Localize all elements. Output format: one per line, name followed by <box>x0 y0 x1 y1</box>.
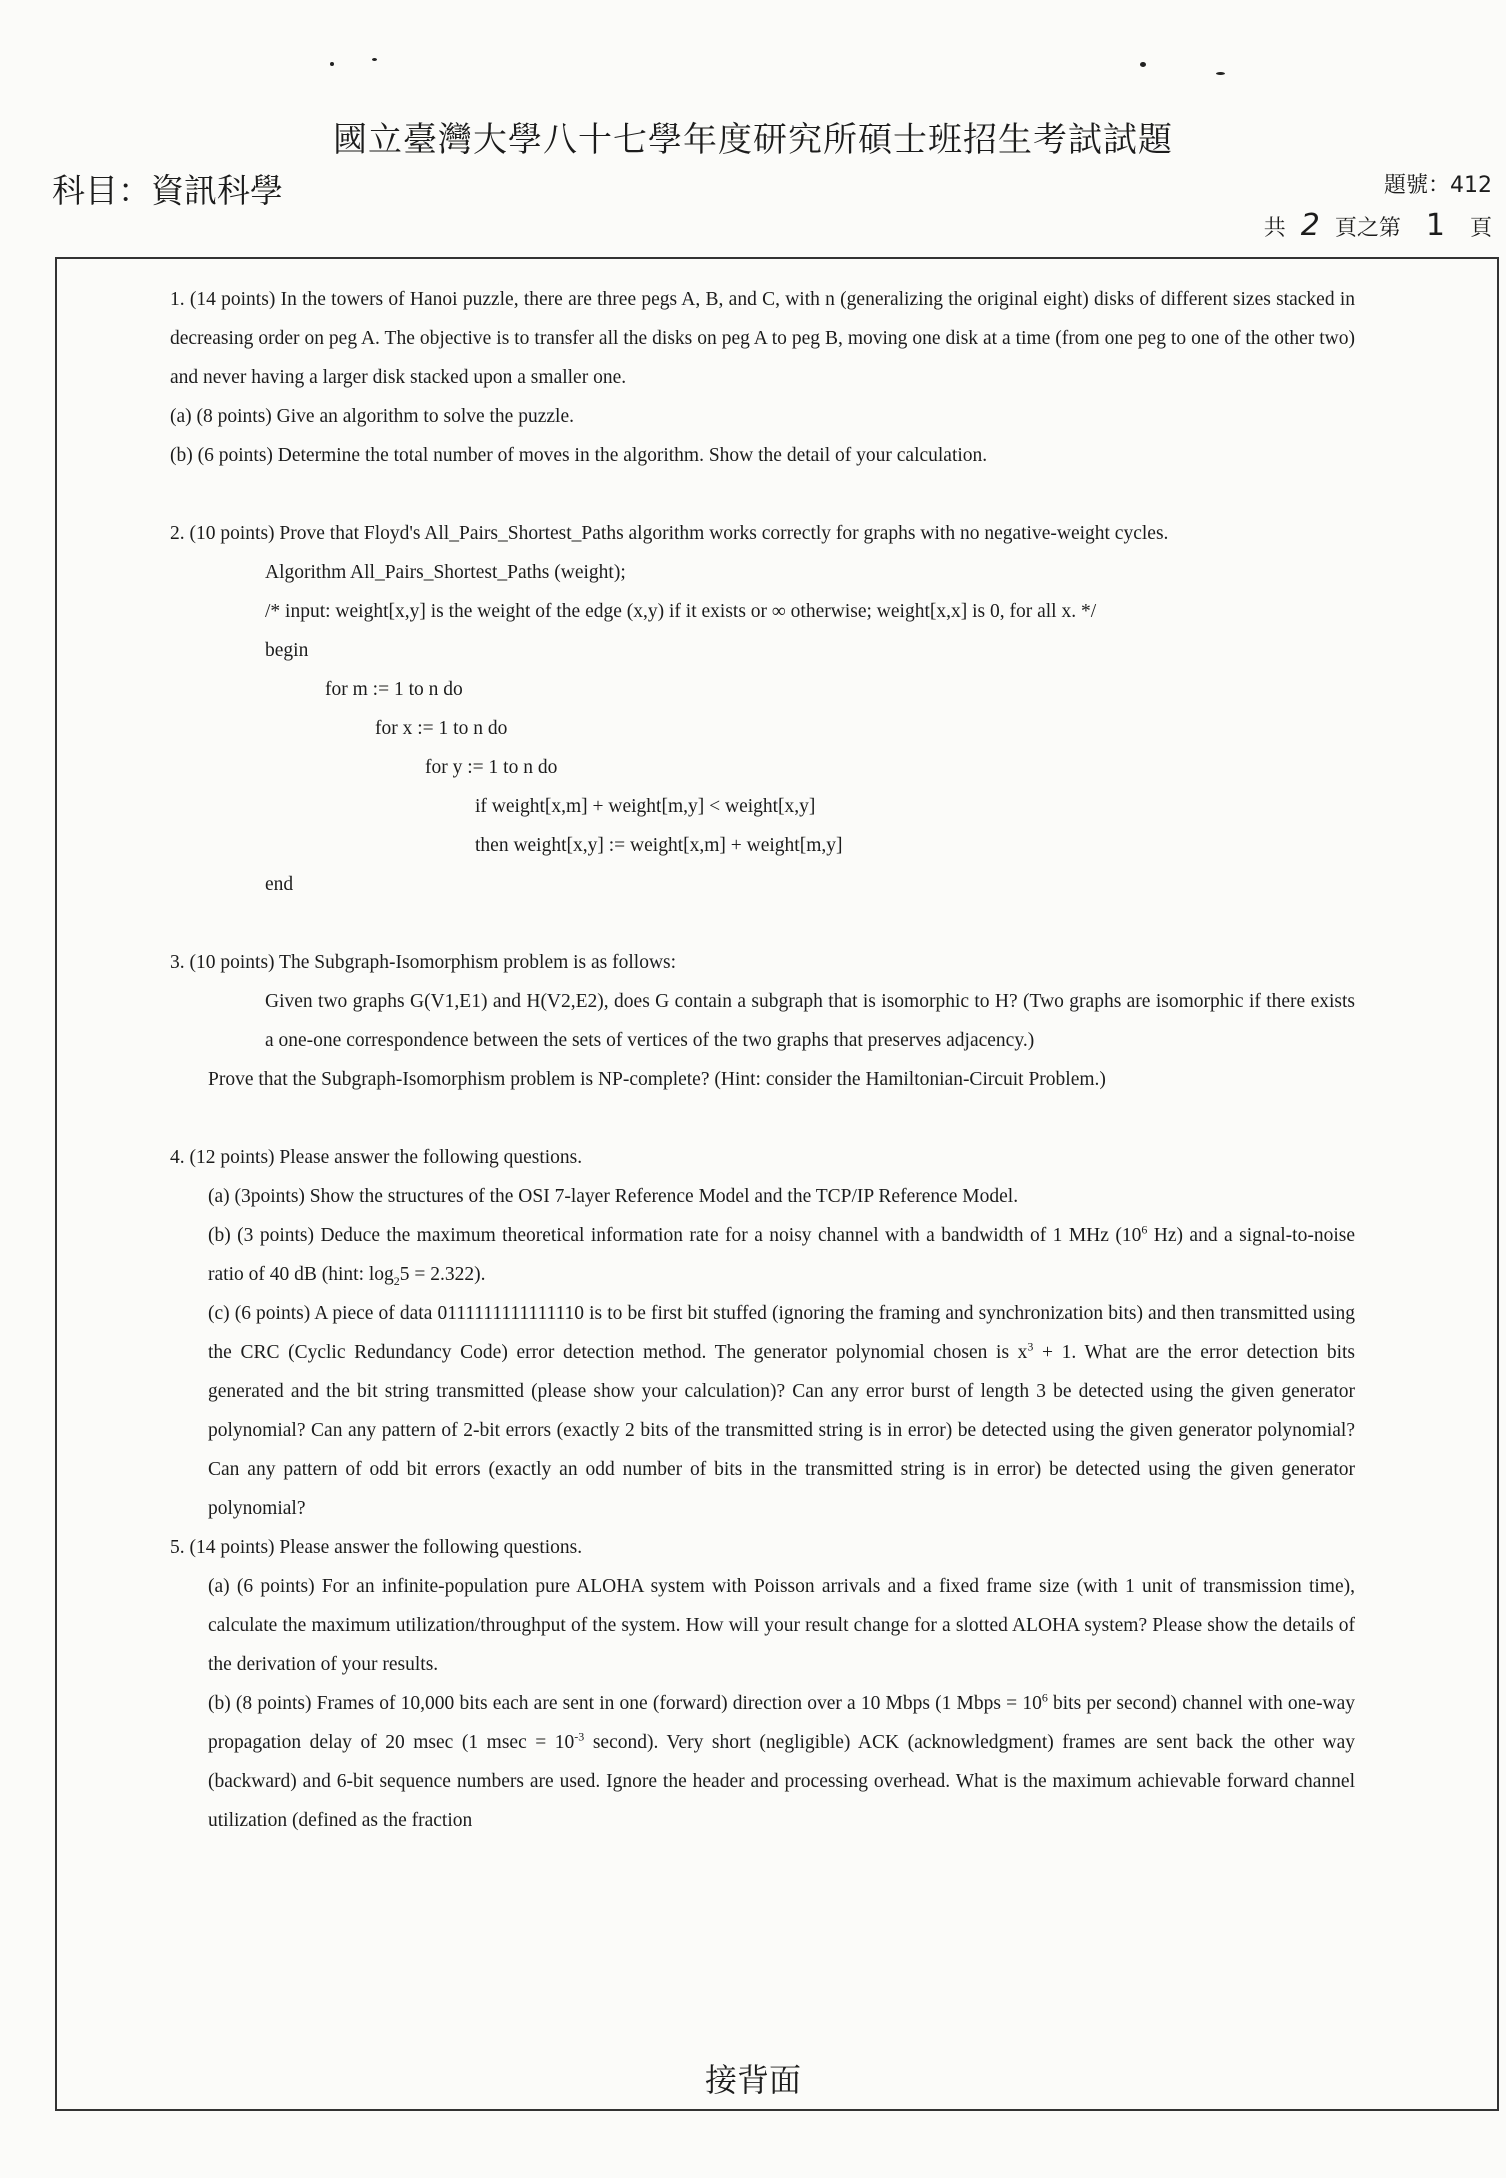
question-3-body: Given two graphs G(V1,E1) and H(V2,E2), does G contain a subgraph that is isomorphic to H? (Two graphs are isomorphic if there exists a one-one correspondence between the sets of vertices of the two graphs that preserves adjacency.) <box>265 991 1355 1051</box>
q4c-sup: 3 <box>1027 1339 1034 1354</box>
code-line: for m := 1 to n do <box>325 679 463 700</box>
question-5a: (a) (6 points) For an infinite-population pure ALOHA system with Poisson arrivals and a fixed frame size (with 1 unit of transmission time), calculate the maximum utilization/throughput of the system. How will your result change for a slotted ALOHA system? Please show the details of the derivation of your results. <box>208 1576 1355 1675</box>
q5b-text: second). Very short (negligible) ACK (acknowledgment) frames are sent back the other way (backward) and 6-bit sequence numbers are used. Ignore the header and processing overhead. What is the maximum achievable forward channel utilization (defined as the fraction <box>208 1732 1355 1831</box>
exam-title: 國立臺灣大學八十七學年度研究所碩士班招生考試試題 <box>333 120 1173 160</box>
code-line: then weight[x,y] := weight[x,m] + weight[m,y] <box>475 835 843 856</box>
q5b-text: bits per second) channel with one-way propagation delay of 20 msec (1 msec = 10 <box>208 1693 1355 1753</box>
question-5: 5. (14 points) Please answer the following questions. <box>170 1537 583 1558</box>
q4b-sub: 2 <box>393 1273 400 1288</box>
question-4c <box>170 1294 1355 1528</box>
code-line: begin <box>265 640 309 661</box>
question-4b <box>170 1216 1355 1294</box>
code-line: end <box>265 874 294 895</box>
q4b-text: Hz) and a signal-to-noise ratio of 40 dB (hint: log <box>208 1225 1356 1285</box>
question-1: 1. (14 points) In the towers of Hanoi puzzle, there are three pegs A, B, and C, with n (generalizing the original eight) disks of different sizes stacked in decreasing order on peg A. The objective is to transfer all the disks on peg A to peg B, moving one disk at a time (from one peg to one of the other two) and never having a larger disk stacked upon a smaller one. <box>170 289 1355 388</box>
exam-content <box>170 280 1355 1840</box>
question-1b: (b) (6 points) Determine the total number of moves in the algorithm. Show the detail of your calculation. <box>170 445 988 466</box>
question-2: 2. (10 points) Prove that Floyd's All_Pairs_Shortest_Paths algorithm works correctly for graphs with no negative-weight cycles. <box>170 523 1169 544</box>
pages-current: 1 <box>1425 208 1445 243</box>
pages-mid: 頁之第 <box>1334 216 1401 241</box>
question-4a: (a) (3points) Show the structures of the OSI 7-layer Reference Model and the TCP/IP Reference Model. <box>208 1186 1019 1207</box>
code-line: Algorithm All_Pairs_Shortest_Paths (weight); <box>265 562 626 583</box>
q4b-sup: 6 <box>1141 1222 1148 1237</box>
q5b-sup: -3 <box>574 1729 585 1744</box>
code-line: if weight[x,m] + weight[m,y] < weight[x,y] <box>475 796 816 817</box>
q4c-text: + 1. What are the error detection bits generated and the bit string transmitted (please show your calculation)? Can any error burst of length 3 be detected using the given generator polynomial? Can any pattern of 2-bit errors (exactly 2 bits of the transmitted string is in error) be detected using the given generator polynomial? Can any pattern of odd bit errors (exactly an odd number of bits in the transmitted string is in error) be detected using the given generator polynomial? <box>208 1342 1356 1519</box>
q4b-text: (b) (3 points) Deduce the maximum theoretical information rate for a noisy channel with a bandwidth of 1 MHz (10 <box>208 1225 1142 1246</box>
scan-speck <box>1140 62 1146 67</box>
question-number: 題號：412 <box>1384 173 1492 198</box>
q4b-text: 5 = 2.322). <box>399 1264 486 1285</box>
scan-speck <box>1216 72 1225 75</box>
q4c-text: (c) (6 points) A piece of data 0111111111111110 is to be first bit stuffed (ignoring the framing and synchronization bits) and then transmitted using the CRC (Cyclic Redundancy Code) error detection method. The generator polynomial chosen is x <box>208 1303 1355 1363</box>
page-counter <box>1264 208 1492 243</box>
q5b-sup: 6 <box>1041 1690 1048 1705</box>
question-1a: (a) (8 points) Give an algorithm to solve the puzzle. <box>170 406 574 427</box>
pages-suffix: 頁 <box>1469 216 1492 241</box>
continue-on-back-note: 接背面 <box>704 2061 801 2099</box>
subject-label: 科目：資訊科學 <box>52 171 283 210</box>
scan-speck <box>330 62 334 66</box>
q5b-text: (b) (8 points) Frames of 10,000 bits each are sent in one (forward) direction over a 10 Mbps (1 Mbps = 10 <box>208 1693 1042 1714</box>
scan-speck <box>372 58 377 61</box>
question-3-prove: Prove that the Subgraph-Isomorphism problem is NP-complete? (Hint: consider the Hamiltonian-Circuit Problem.) <box>208 1069 1106 1090</box>
question-3: 3. (10 points) The Subgraph-Isomorphism problem is as follows: <box>170 952 677 973</box>
pages-prefix: 共 <box>1263 216 1286 241</box>
pages-total: 2 <box>1300 208 1320 243</box>
code-line: for x := 1 to n do <box>375 718 508 739</box>
question-5b <box>170 1684 1355 1840</box>
code-line: /* input: weight[x,y] is the weight of the edge (x,y) if it exists or ∞ otherwise; weight[x,x] is 0, for all x. */ <box>265 601 1097 622</box>
code-line: for y := 1 to n do <box>425 757 558 778</box>
question-4: 4. (12 points) Please answer the following questions. <box>170 1147 583 1168</box>
